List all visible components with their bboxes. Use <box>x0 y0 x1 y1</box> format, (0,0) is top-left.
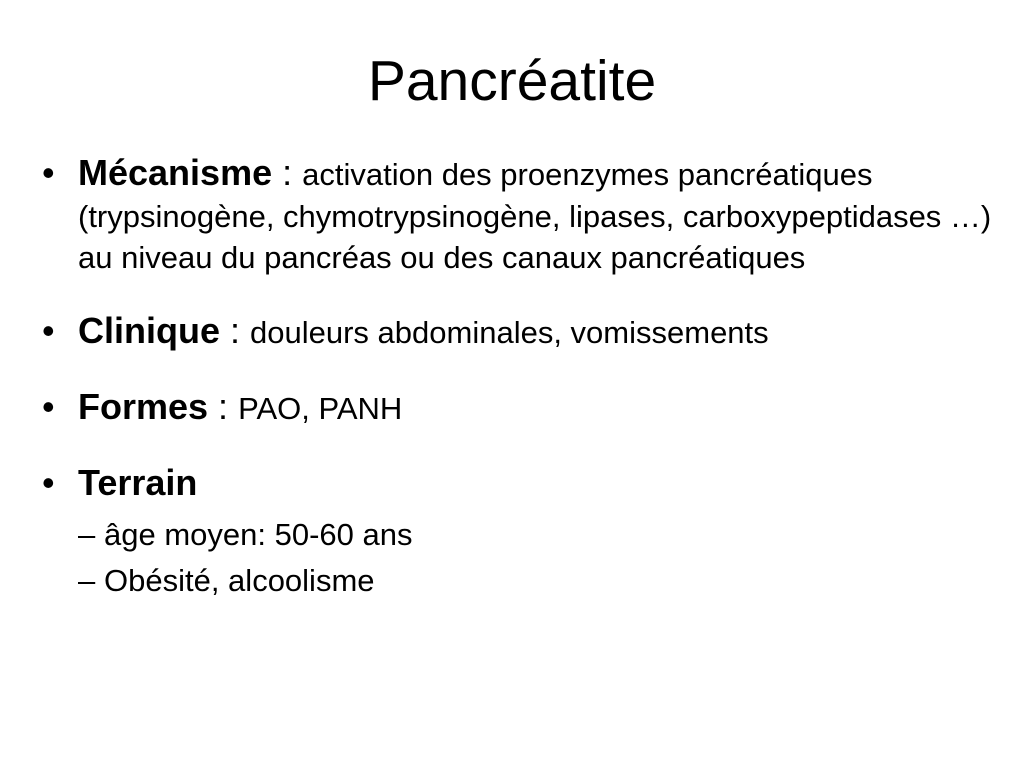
bullet-term: Mécanisme <box>78 152 273 193</box>
sub-bullet-age <box>78 512 998 558</box>
bullet-content <box>78 308 998 354</box>
bullet-marker: • <box>42 386 55 427</box>
bullet-content <box>78 150 998 278</box>
bullet-term: Terrain <box>78 462 198 503</box>
bullet-text: douleurs abdominales, vomissements <box>250 315 769 350</box>
bullet-clinique <box>38 308 998 354</box>
sub-bullet-marker: – <box>78 563 96 598</box>
bullet-term: Clinique <box>78 310 220 351</box>
sub-bullet-text: âge moyen: 50-60 ans <box>104 517 413 552</box>
bullet-list <box>38 150 998 604</box>
sub-bullet-text: Obésité, alcoolisme <box>104 563 375 598</box>
sub-bullet-risk-factors <box>78 558 998 604</box>
bullet-formes <box>38 384 998 430</box>
bullet-separator: : <box>272 152 303 193</box>
bullet-terrain <box>38 460 998 604</box>
bullet-content <box>78 384 998 430</box>
sub-bullet-marker: – <box>78 517 96 552</box>
bullet-term: Formes <box>78 386 209 427</box>
bullet-marker: • <box>42 310 55 351</box>
bullet-separator: : <box>220 310 251 351</box>
sub-bullet-list <box>78 512 998 604</box>
bullet-head <box>78 386 238 427</box>
bullet-head <box>78 152 302 193</box>
bullet-marker: • <box>42 152 55 193</box>
slide-title: Pancréatite <box>367 49 657 113</box>
bullet-content <box>78 460 998 604</box>
bullet-mecanisme <box>38 150 998 278</box>
bullet-head <box>78 462 197 503</box>
bullet-head <box>78 310 250 351</box>
bullet-marker: • <box>42 462 55 503</box>
bullet-separator: : <box>208 386 239 427</box>
bullet-text: activation des proenzymes pancréatiques (trypsinogène, chymotrypsinogène, lipases, carboxypeptidases …) au niveau du pancréas ou des canaux pancréatiques <box>78 157 992 275</box>
bullet-text: PAO, PANH <box>238 391 403 426</box>
